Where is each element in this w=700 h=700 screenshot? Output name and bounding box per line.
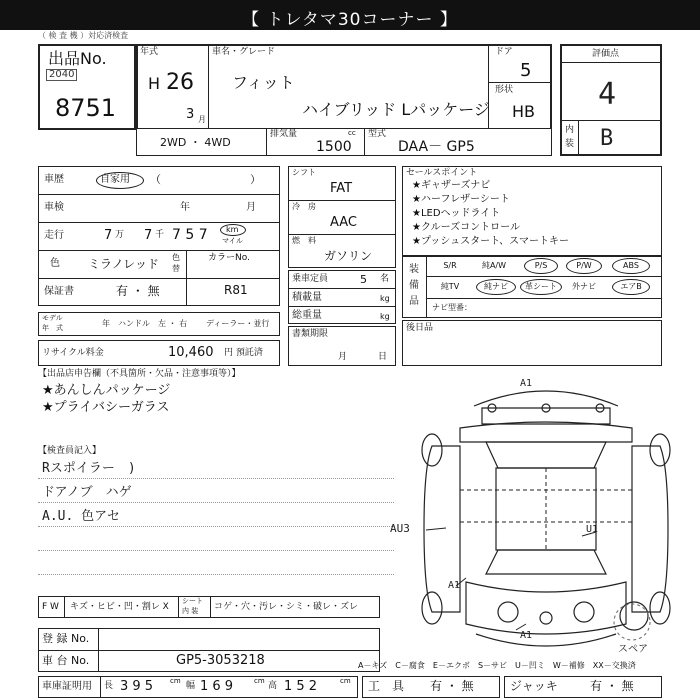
sales-point-item: ★ギャザーズナビ	[412, 180, 491, 191]
history-label: 車歴	[44, 174, 64, 185]
year-value: 26	[166, 70, 194, 95]
certificate-len-value: 3 9 5	[120, 679, 154, 694]
weight-label: 総重量	[292, 310, 322, 321]
inspector-label: 【検査員記入】	[38, 446, 102, 456]
score-label: 評価点	[592, 49, 620, 59]
color-change-2: 替	[172, 264, 180, 273]
certificate-len-label: 長	[104, 681, 114, 691]
color-change-1: 色	[172, 253, 180, 262]
mileage-rest: 7 5 7	[172, 227, 208, 243]
legend-defects: A－キズ C－腐食 E－エクボ S－サビ U－凹ミ W－補修 XX－交換済	[358, 661, 636, 670]
mileage-mile: マイル	[222, 237, 243, 245]
capacity-label: 乗車定員	[292, 274, 329, 284]
equipment-navi: 純ナビ	[484, 282, 508, 291]
load-label: 積載量	[292, 292, 322, 303]
tools-label: 工 具	[368, 679, 405, 693]
mileage-label: 走行	[44, 230, 64, 241]
chassis-value: GP5-3053218	[176, 653, 265, 668]
model-year-dealer: ディーラー・並行	[206, 319, 270, 328]
equipment-label-2: 備	[409, 280, 419, 291]
delivery-box	[402, 320, 662, 366]
car-diagram	[390, 372, 696, 662]
legend-fw: F W	[42, 602, 59, 612]
model-year-year: 年	[102, 319, 110, 328]
model-year-label-2: 年 式	[42, 324, 63, 332]
legend-seat-1: シート	[182, 597, 203, 605]
lot-label: 出品No.	[48, 49, 107, 68]
equipment-label-3: 品	[409, 296, 419, 307]
color-code: R81	[224, 283, 248, 297]
history-open: （	[150, 173, 161, 186]
mileage-man: 7	[104, 228, 113, 243]
sales-points-label: セールスポイント	[406, 168, 478, 178]
certificate-unit: cm	[340, 677, 351, 685]
equipment-alloy: 純A/W	[481, 261, 507, 270]
exhibitor-label: 【出品店申告欄（不具箇所・欠品・注意事項等）】	[38, 369, 241, 379]
delivery-label: 後日品	[406, 323, 434, 333]
docs-label: 書類期限	[292, 329, 329, 339]
sales-point-item: ★ハーフレザーシート	[412, 194, 510, 205]
fuel-label: 燃 料	[292, 236, 316, 245]
exhibitor-item: ★プライバシーガラス	[42, 400, 170, 415]
lot-stamp: 2040	[46, 69, 77, 81]
diagram-mark: U1	[586, 524, 599, 535]
year-month: 3	[186, 107, 195, 122]
top-note: （ 検 査 機 ）対応済検査	[38, 31, 129, 40]
mileage-man-unit: 万	[115, 230, 125, 240]
interior-label-1: 内	[565, 125, 575, 135]
load-unit: kg	[380, 294, 390, 303]
legend-text-1: キズ・ヒビ・凹・割レ X	[70, 602, 169, 612]
score-value: 4	[598, 77, 617, 112]
equipment-tv: 純TV	[440, 282, 460, 291]
equipment-abs: ABS	[623, 261, 639, 270]
model-year-handle: ハンドル 左 ・ 右	[118, 319, 188, 328]
model-label: 車名・グレード	[212, 47, 276, 57]
color-value: ミラノレッド	[88, 257, 160, 271]
equipment-sr: S/R	[443, 261, 457, 270]
inspection-label: 車検	[44, 202, 64, 213]
displacement-value: 1500	[316, 139, 352, 155]
spare-label: スペア	[618, 644, 648, 655]
lot-number: 8751	[55, 94, 117, 122]
inspector-note: ドアノブ ハゲ	[42, 485, 132, 500]
tools-options: 有 ・ 無	[430, 679, 474, 693]
recycle-label: リサイクル料金	[42, 348, 104, 358]
certificate-label: 車庫証明用	[42, 681, 92, 692]
mileage-sen-unit: 千	[155, 230, 165, 240]
model-name: フィット	[232, 73, 295, 92]
equipment-pw: P/W	[576, 261, 592, 270]
mileage-sen: 7	[144, 228, 153, 243]
fuel-value: ガソリン	[324, 249, 373, 263]
year-month-suffix: 月	[198, 115, 206, 124]
jack-options: 有 ・ 無	[590, 679, 634, 693]
equipment-leather: 革シート	[525, 282, 557, 291]
diagram-mark: A1	[520, 630, 533, 641]
drive-text: 2WD ・ 4WD	[160, 136, 231, 149]
navi-model-label: ナビ型番：	[432, 303, 472, 312]
diagram-mark: A1	[520, 378, 533, 389]
equipment-ps: P/S	[534, 261, 548, 270]
displacement-unit: cc	[348, 129, 356, 137]
jack-label: ジャッキ	[510, 679, 558, 693]
warranty-options: 有 ・ 無	[116, 284, 160, 298]
interior-value: B	[600, 126, 614, 151]
legend-text-2: コゲ・穴・汚レ・シミ・破レ・ズレ	[214, 602, 359, 612]
sales-point-item: ★クルーズコントロール	[412, 222, 520, 233]
year-era: H	[148, 74, 161, 93]
shape-value: HB	[512, 102, 536, 121]
inspection-year: 年	[180, 202, 190, 213]
capacity-value: 5	[360, 273, 367, 286]
model-grade: ハイブリッド Lパッケージ	[302, 100, 490, 119]
docs-day: 日	[378, 352, 388, 362]
equipment-ext-navi: 外ナビ	[572, 282, 596, 291]
aircon-label: 冷 房	[292, 202, 316, 211]
shift-label: シフト	[292, 168, 316, 177]
sales-point-item: ★LEDヘッドライト	[412, 208, 501, 219]
shape-label: 形状	[495, 85, 514, 95]
model-year-label-1: モデル	[42, 314, 63, 322]
certificate-wid-value: 1 6 9	[200, 679, 234, 694]
equipment-label-1: 装	[409, 264, 419, 275]
certificate-hgt-label: 高	[268, 681, 278, 691]
mileage-km: km	[226, 225, 239, 234]
equipment-airbag: エアB	[620, 282, 642, 291]
diagram-mark: AU3	[390, 522, 410, 535]
registration-label: 登 録 No.	[42, 632, 90, 645]
doors-label: ドア	[495, 47, 513, 57]
inspector-note: A.U. 色アセ	[42, 509, 121, 524]
color-code-label: カラーNo.	[208, 253, 250, 263]
capacity-unit: 名	[380, 274, 390, 284]
certificate-unit: cm	[170, 677, 181, 685]
history-value: 自家用	[100, 174, 130, 185]
aircon-value: AAC	[330, 215, 357, 230]
legend-seat-2: 内 装	[182, 607, 199, 615]
docs-month: 月	[338, 352, 348, 362]
certificate-hgt-value: 1 5 2	[284, 679, 318, 694]
inspector-note: Rスポイラー )	[42, 461, 136, 476]
warranty-label: 保証書	[44, 286, 74, 297]
doors-value: 5	[520, 60, 532, 81]
inspection-month: 月	[246, 202, 256, 213]
certificate-wid-label: 幅	[186, 681, 196, 691]
weight-unit: kg	[380, 312, 390, 321]
header-title: 【 トレタマ30コーナー 】	[242, 10, 458, 30]
interior-label-2: 装	[565, 139, 575, 149]
chassis-label: 車 台 No.	[42, 654, 90, 667]
color-label: 色	[50, 258, 60, 269]
recycle-amount: 10,460	[168, 345, 214, 360]
recycle-unit: 円 預託済	[224, 348, 263, 358]
shift-value: FAT	[330, 181, 353, 196]
type-value: DAA－ GP5	[398, 139, 475, 155]
sales-point-item: ★プッシュスタート、スマートキー	[412, 236, 569, 247]
history-close: ）	[250, 173, 261, 186]
certificate-unit: cm	[254, 677, 265, 685]
displacement-label: 排気量	[270, 129, 298, 139]
exhibitor-item: ★あんしんパッケージ	[42, 383, 171, 398]
year-label: 年式	[140, 47, 159, 57]
type-label: 型式	[368, 129, 387, 139]
diagram-mark: A1	[448, 580, 461, 591]
